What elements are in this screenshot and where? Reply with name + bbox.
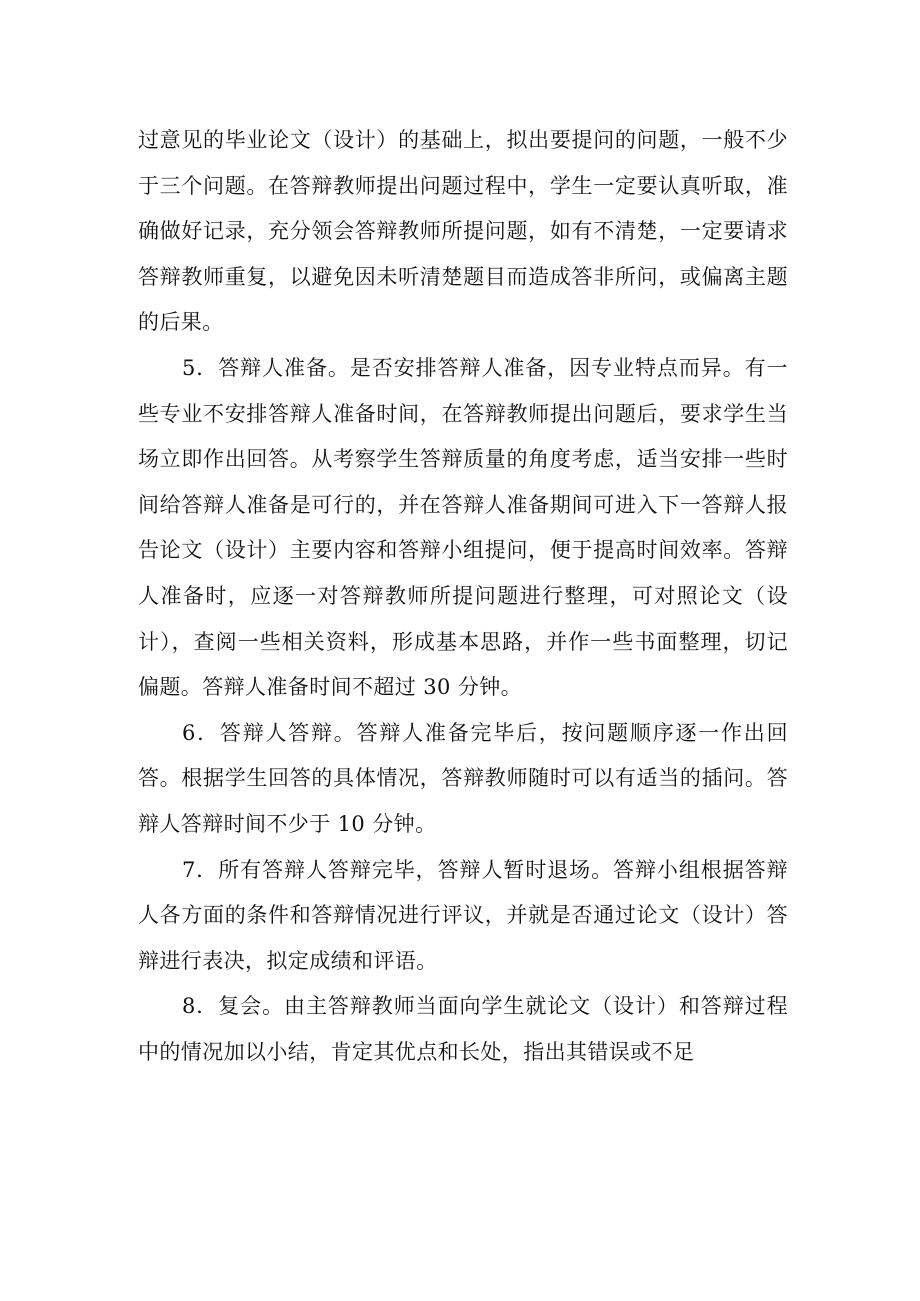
paragraph-step-7: 7．所有答辩人答辩完毕，答辩人暂时退场。答辩小组根据答辩人各方面的条件和答辩情况进行评议，并就是否通过论文（设计）答辩进行表决，拟定成绩和评语。: [138, 857, 788, 973]
paragraph-continuation: 过意见的毕业论文（设计）的基础上，拟出要提问的问题，一般不少于三个问题。在答辩教师提出问题过程中，学生一定要认真听取，准确做好记录，充分领会答辩教师所提问题，如有不清楚，一定要请求答辩教师重复，以避免因未听清楚题目而造成答非所问，或偏离主题的后果。: [138, 128, 788, 335]
paragraph-step-8: 8．复会。由主答辩教师当面向学生就论文（设计）和答辩过程中的情况加以小结，肯定其优点和长处，指出其错误或不足: [138, 994, 788, 1064]
paragraph-step-5: 5．答辩人准备。是否安排答辩人准备，因专业特点而异。有一些专业不安排答辩人准备时间，在答辩教师提出问题后，要求学生当场立即作出回答。从考察学生答辩质量的角度考虑，适当安排一些时间给答辩人准备是可行的，并在答辩人准备期间可进入下一答辩人报告论文（设计）主要内容和答辩小组提问，便于提高时间效率。答辩人准备时，应逐一对答辩教师所提问题进行整理，可对照论文（设计），查阅一些相关资料，形成基本思路，并作一些书面整理，切记偏题。答辩人准备时间不超过 30 分钟。: [138, 355, 788, 700]
body-text: [138, 118, 788, 1075]
paragraph-step-6: 6．答辩人答辩。答辩人准备完毕后，按问题顺序逐一作出回答。根据学生回答的具体情况，答辩教师随时可以有适当的插问。答辩人答辩时间不少于 10 分钟。: [138, 720, 788, 836]
